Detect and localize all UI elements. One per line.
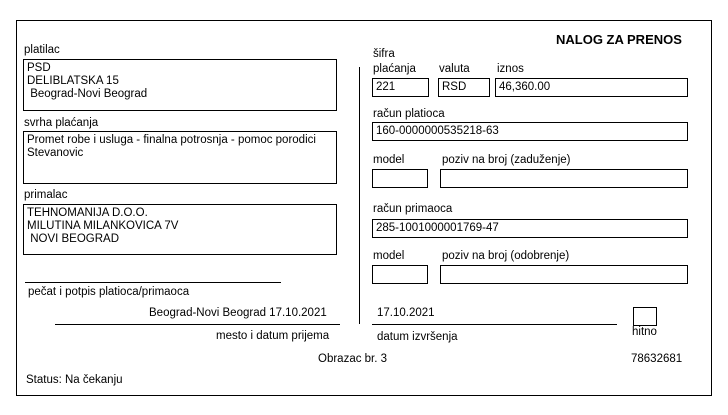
payer-line-3: Beograd-Novi Beograd (27, 88, 148, 100)
execution-date-value: 17.10.2021 (377, 307, 435, 319)
recipient-account-value: 285-1001000001769-47 (376, 222, 499, 234)
recipient-label: primalac (24, 189, 68, 201)
currency-field[interactable] (438, 78, 490, 97)
debit-reference-label: poziv na broj (zaduženje) (442, 154, 571, 166)
recipient-line-3: NOVI BEOGRAD (27, 233, 120, 245)
urgent-checkbox[interactable] (633, 307, 657, 326)
signature-line (25, 282, 281, 283)
place-date-line (55, 324, 340, 325)
credit-model-field[interactable] (372, 265, 428, 284)
urgent-label: hitno (632, 326, 657, 338)
credit-model-label: model (373, 250, 405, 262)
amount-value: 46,360.00 (499, 81, 551, 93)
payment-code-field[interactable] (372, 78, 429, 97)
status-text: Status: Na čekanju (26, 374, 123, 386)
place-date-value: Beograd-Novi Beograd 17.10.2021 (149, 307, 327, 319)
payment-code-label-line2: plaćanja (373, 63, 416, 75)
credit-reference-label: poziv na broj (odobrenje) (442, 250, 570, 262)
recipient-line-2: MILUTINA MILANKOVICA 7V (27, 220, 179, 232)
payer-account-label: račun platioca (373, 108, 445, 120)
payment-order-form (16, 20, 712, 396)
payer-field (23, 59, 337, 111)
recipient-account-label: račun primaoca (373, 203, 453, 215)
payer-line-1: PSD (27, 62, 51, 74)
amount-field[interactable] (495, 78, 688, 97)
currency-value: RSD (442, 81, 467, 93)
recipient-field (23, 204, 337, 255)
debit-model-field[interactable] (372, 169, 428, 188)
execution-date-label: datum izvršenja (377, 331, 458, 343)
debit-reference-field[interactable] (440, 169, 688, 188)
recipient-account-field[interactable] (372, 219, 688, 238)
recipient-line-1: TEHNOMANIJA D.O.O. (27, 207, 148, 219)
amount-label: iznos (497, 63, 524, 75)
column-divider (359, 67, 360, 324)
purpose-label: svrha plaćanja (24, 117, 99, 129)
payer-account-field[interactable] (372, 122, 688, 141)
form-number: 78632681 (631, 353, 683, 365)
payer-label: platilac (24, 44, 60, 56)
form-name: Obrazac br. 3 (318, 353, 388, 365)
purpose-line-2: Stevanovic (27, 147, 84, 159)
execution-date-line (372, 324, 617, 325)
place-date-label: mesto i datum prijema (216, 330, 330, 342)
purpose-line-1: Promet robe i usluga - finalna potrosnja - pomoc porodici (27, 134, 316, 146)
signature-label: pečat i potpis platioca/primaoca (28, 286, 190, 298)
currency-label: valuta (439, 63, 470, 75)
payment-code-label-line1: šifra (373, 48, 395, 60)
debit-model-label: model (373, 154, 405, 166)
payer-line-2: DELIBLATSKA 15 (27, 75, 119, 87)
purpose-field (23, 131, 337, 184)
payment-code-value: 221 (376, 81, 396, 93)
credit-reference-field[interactable] (440, 265, 688, 284)
payer-account-value: 160-0000000535218-63 (376, 125, 499, 137)
form-title: NALOG ZA PRENOS (556, 32, 682, 47)
